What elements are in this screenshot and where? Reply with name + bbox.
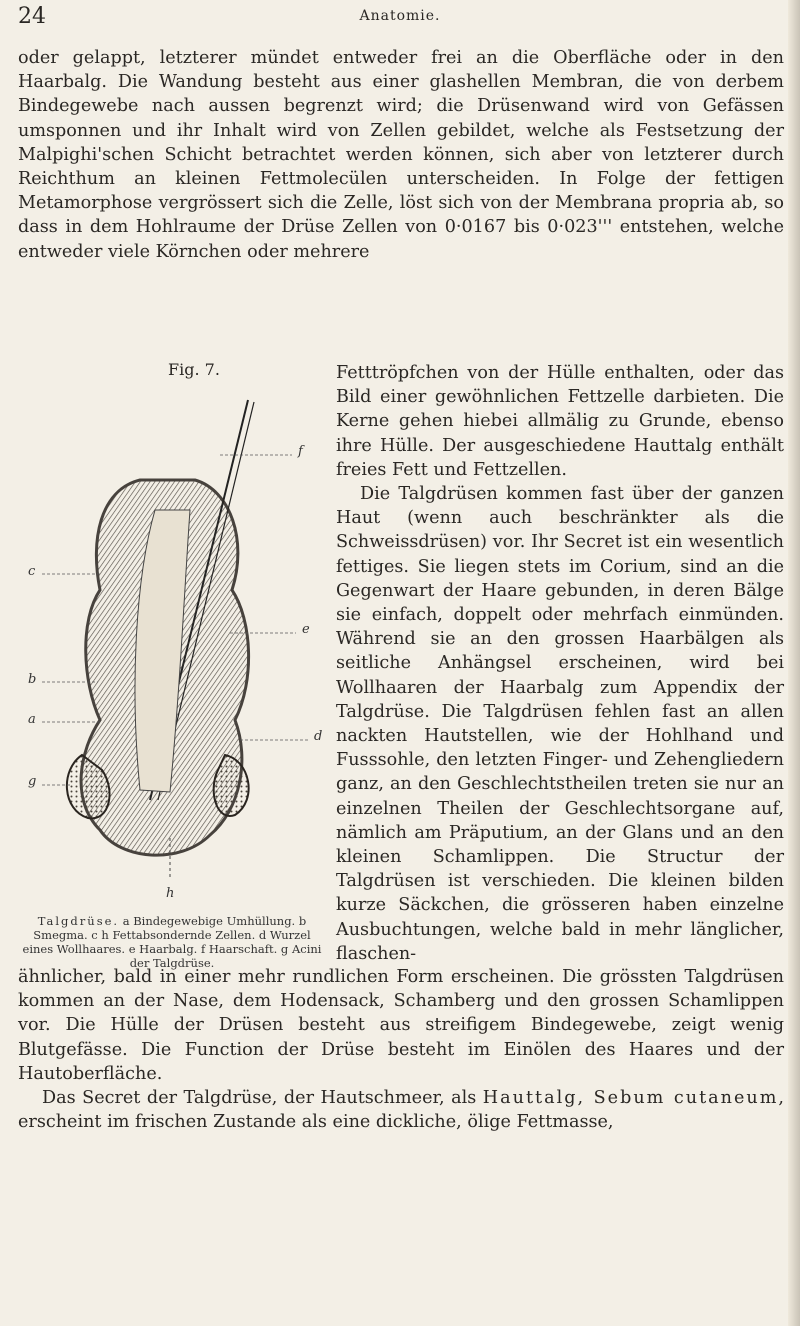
- figure-talgdruese: [20, 360, 330, 965]
- figure-letter-g: g: [28, 774, 37, 789]
- figure-letter-e: e: [302, 622, 310, 637]
- paragraph-tail: [18, 965, 784, 1134]
- figure-letter-a: a: [28, 712, 36, 727]
- term-hauttalg: Hauttalg, Sebum cutaneum: [482, 1088, 779, 1109]
- figure-letter-h: h: [166, 886, 175, 901]
- caption-title: Talgdrüse.: [37, 914, 120, 928]
- page-number: 24: [18, 4, 46, 29]
- figure-caption: [20, 914, 324, 970]
- figure-letter-f: f: [298, 444, 303, 459]
- last-end: , erscheint im frischen Zustande als eine dickliche, ölige Fettmasse,: [18, 1088, 785, 1133]
- figure-label: Fig. 7.: [168, 360, 220, 379]
- side-paragraph-2: Die Talgdrüsen kommen fast über der ganzen Haut (wenn auch beschränkter als die Schweissdrüsen) vor. Ihr Secret ist ein wesentlich fettiges. Sie liegen stets im Corium, sind an die Gegenwart der Haare gebunden, in deren Bälge sie einfach, doppelt oder mehrfach einmünden. Während sie an den grossen Haarbälgen als seitliche Anhängsel erscheinen, wird bei Wollhaaren der Haarbalg zum Appendix der Talgdrüse. Die Talgdrüsen fehlen fast an allen nackten Hautstellen, wie der Hohlhand und Fusssohle, den letzten Finger- und Zehengliedern ganz, an den Geschlechtstheilen treten sie nur an einzelnen Theilen der Geschlechtsorgane auf, nämlich am Präputium, an der Glans und an den kleinen Schamlippen. Die Structur der Talgdrüsen ist verschieden. Die kleinen bilden kurze Säckchen, die grösseren haben einzelne Ausbuchtungen, welche bald in mehr länglicher, flaschen-: [336, 484, 784, 964]
- paragraph-top: [18, 46, 784, 264]
- figure-letter-d: d: [314, 729, 323, 744]
- side-paragraph-1: Fetttröpfchen von der Hülle enthalten, oder das Bild einer gewöhnlichen Fettzelle darbieten. Die Kerne gehen hiebei allmälig zu Grunde, ebenso ihre Hülle. Der ausgeschiedene Hauttalg enthält freies Fett und Fettzellen.: [336, 363, 784, 480]
- last-start: Das Secret der Talgdrüse, der Hautschmeer, als: [42, 1088, 483, 1109]
- paragraph-last: [18, 1086, 784, 1134]
- figure-letter-b: b: [28, 672, 37, 687]
- paragraph-text: oder gelappt, letzterer mündet entweder frei an die Oberfläche oder in den Haarbalg. Die Wandung besteht aus einer glashellen Membran, die von derbem Bindegewebe nach aussen begrenzt wird; die Drüsenwand wird von Gefässen umsponnen und ihr Inhalt wird von Zellen gebildet, welche als Festsetzung der Malpighi'schen Schicht betrachtet werden können, sich aber von letzterer durch Reichthum an kleinen Fettmolecülen unterscheiden. In Folge der fettigen Metamorphose vergrössert sich die Zelle, löst sich von der Membrana propria ab, so dass in dem Hohlraume der Drüse Zellen von 0·0167 bis 0·023''' entstehen, welche entweder viele Körnchen oder mehrere: [18, 48, 784, 262]
- side-column: [336, 361, 784, 966]
- paragraph-continuation: ähnlicher, bald in einer mehr rundlichen Form erscheinen. Die grössten Talgdrüsen kommen an der Nase, dem Hodensack, Schamberg und den grossen Schamlippen vor. Die Hülle der Drüsen besteht aus streifigem Bindegewebe, zeigt wenig Blutgefässe. Die Function der Drüse besteht im Einölen des Haares und der Hautoberfläche.: [18, 967, 784, 1084]
- sebaceous-gland-illustration: [20, 360, 330, 965]
- running-head: Anatomie.: [359, 8, 441, 24]
- page-edge: [788, 0, 800, 1326]
- figure-letter-c: c: [28, 564, 36, 579]
- caption-text: a Bindegewebige Umhüllung. b Smegma. c h Fettabsondernde Zellen. d Wurzel eines Wollhaares. e Haarbalg. f Haarschaft. g Acini der Talgdrüse.: [22, 914, 322, 970]
